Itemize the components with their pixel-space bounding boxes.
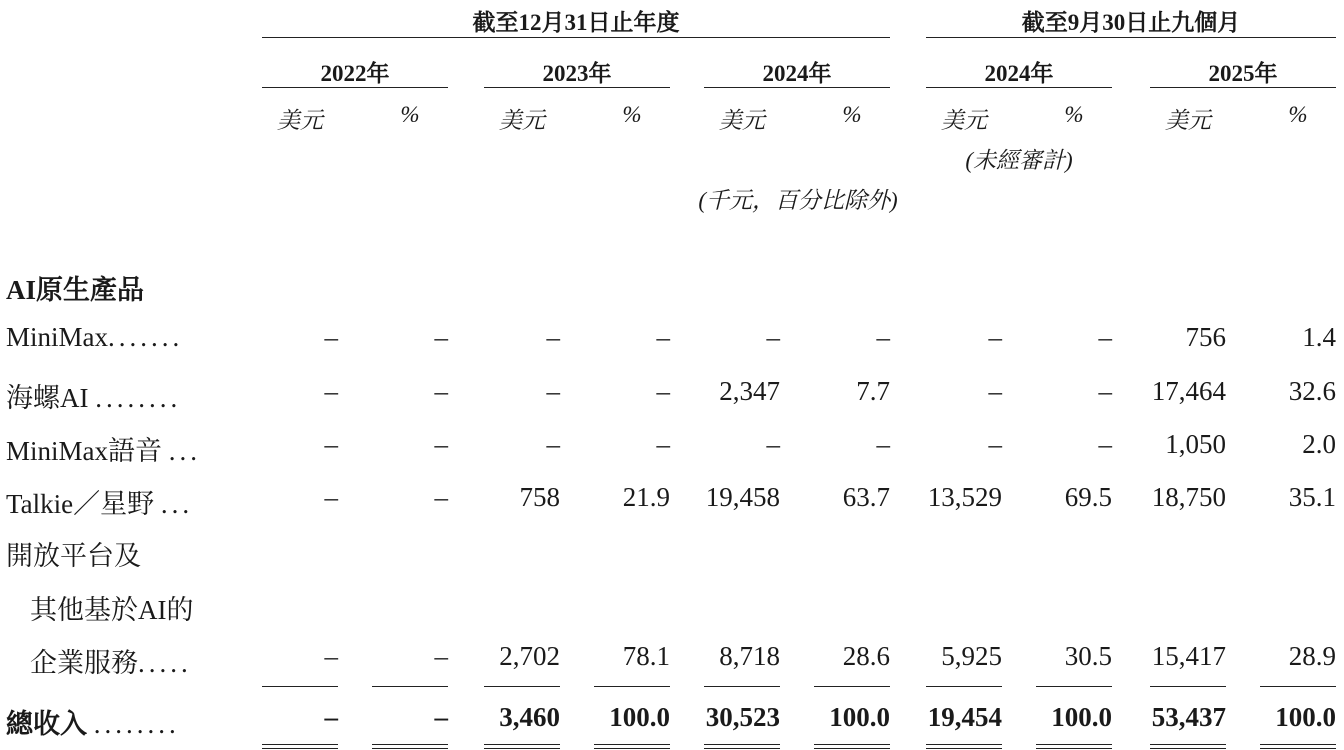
cell-minimax-speech-6: – xyxy=(988,429,1002,459)
cell-total-revenue-3: 100.0 xyxy=(609,702,670,732)
year-header: 2024年 xyxy=(762,61,832,86)
subtotal-rule xyxy=(704,686,780,687)
total-rule xyxy=(594,744,670,745)
unit-pct: % xyxy=(842,102,862,127)
total-rule xyxy=(262,744,338,745)
cell-minimax-speech-4: – xyxy=(766,429,780,459)
subtotal-rule xyxy=(594,686,670,687)
subtotal-rule xyxy=(1260,686,1336,687)
subtotal-rule xyxy=(814,686,890,687)
cell-total-revenue-7: 100.0 xyxy=(1051,702,1112,732)
cell-enterprise-services-2: 2,702 xyxy=(499,641,560,671)
row-label-minimax-speech: MiniMax語音 ... xyxy=(6,436,202,466)
cell-talkie-9: 35.1 xyxy=(1288,482,1336,512)
cell-enterprise-services-3: 78.1 xyxy=(622,641,670,671)
cell-minimax-9: 1.4 xyxy=(1302,322,1336,352)
total-rule xyxy=(704,748,780,749)
cell-hailuo-7: – xyxy=(1098,376,1112,406)
subtotal-rule xyxy=(1150,686,1226,687)
row-label-total-revenue: 總收入 ........ xyxy=(6,709,180,739)
total-rule xyxy=(1260,744,1336,745)
subtotal-rule xyxy=(484,686,560,687)
total-rule xyxy=(814,744,890,745)
cell-enterprise-services-5: 28.6 xyxy=(842,641,890,671)
cell-minimax-8: 756 xyxy=(1185,322,1226,352)
section-platform-line2: 其他基於AI的 xyxy=(30,595,194,625)
row-label-enterprise-services: 企業服務..... xyxy=(30,648,192,678)
cell-hailuo-8: 17,464 xyxy=(1151,376,1226,406)
subtotal-rule xyxy=(372,686,448,687)
total-rule xyxy=(814,748,890,749)
unit-usd: 美元 xyxy=(719,108,765,133)
total-rule xyxy=(594,748,670,749)
cell-total-revenue-1: – xyxy=(434,702,448,732)
header-group-annual: 截至12月31日止年度 xyxy=(472,10,680,35)
cell-enterprise-services-1: – xyxy=(434,641,448,671)
cell-enterprise-services-9: 28.9 xyxy=(1288,641,1336,671)
header-group-nine-months: 截至9月30日止九個月 xyxy=(1021,10,1241,35)
subtotal-rule xyxy=(1036,686,1112,687)
cell-minimax-speech-8: 1,050 xyxy=(1165,429,1226,459)
year-rule xyxy=(704,87,890,88)
cell-talkie-0: – xyxy=(324,482,338,512)
year-header: 2023年 xyxy=(542,61,612,86)
cell-total-revenue-4: 30,523 xyxy=(705,702,780,732)
cell-talkie-2: 758 xyxy=(519,482,560,512)
unit-usd: 美元 xyxy=(1165,108,1211,133)
year-header: 2022年 xyxy=(320,61,390,86)
cell-talkie-8: 18,750 xyxy=(1151,482,1226,512)
cell-enterprise-services-4: 8,718 xyxy=(719,641,780,671)
cell-total-revenue-8: 53,437 xyxy=(1151,702,1226,732)
year-rule xyxy=(1150,87,1336,88)
cell-hailuo-6: – xyxy=(988,376,1002,406)
total-rule xyxy=(1150,744,1226,745)
cell-minimax-1: – xyxy=(434,322,448,352)
cell-hailuo-1: – xyxy=(434,376,448,406)
cell-minimax-4: – xyxy=(766,322,780,352)
total-rule xyxy=(926,744,1002,745)
cell-minimax-speech-2: – xyxy=(546,429,560,459)
total-rule xyxy=(372,748,448,749)
unit-pct: % xyxy=(400,102,420,127)
cell-minimax-speech-0: – xyxy=(324,429,338,459)
row-label-minimax: MiniMax....... xyxy=(6,322,184,352)
cell-minimax-2: – xyxy=(546,322,560,352)
cell-minimax-speech-9: 2.0 xyxy=(1302,429,1336,459)
cell-minimax-speech-3: – xyxy=(656,429,670,459)
unit-usd: 美元 xyxy=(499,108,545,133)
cell-enterprise-services-6: 5,925 xyxy=(941,641,1002,671)
subtotal-rule xyxy=(262,686,338,687)
total-rule xyxy=(1036,744,1112,745)
header-rule xyxy=(926,37,1336,38)
cell-minimax-3: – xyxy=(656,322,670,352)
unaudited-note: (未經審計) xyxy=(965,148,1073,173)
cell-minimax-speech-7: – xyxy=(1098,429,1112,459)
cell-hailuo-0: – xyxy=(324,376,338,406)
cell-hailuo-9: 32.6 xyxy=(1288,376,1336,406)
total-rule xyxy=(926,748,1002,749)
cell-minimax-6: – xyxy=(988,322,1002,352)
year-rule xyxy=(484,87,670,88)
cell-enterprise-services-8: 15,417 xyxy=(1151,641,1226,671)
cell-hailuo-3: – xyxy=(656,376,670,406)
cell-total-revenue-6: 19,454 xyxy=(927,702,1002,732)
cell-minimax-speech-1: – xyxy=(434,429,448,459)
cell-talkie-5: 63.7 xyxy=(842,482,890,512)
total-rule xyxy=(1150,748,1226,749)
unit-usd: 美元 xyxy=(277,108,323,133)
total-rule xyxy=(372,744,448,745)
total-rule xyxy=(1036,748,1112,749)
cell-total-revenue-0: – xyxy=(324,702,338,732)
cell-total-revenue-5: 100.0 xyxy=(829,702,890,732)
unit-pct: % xyxy=(1288,102,1308,127)
total-rule xyxy=(1260,748,1336,749)
cell-enterprise-services-0: – xyxy=(324,641,338,671)
header-rule xyxy=(262,37,890,38)
cell-minimax-5: – xyxy=(876,322,890,352)
subtotal-rule xyxy=(926,686,1002,687)
cell-talkie-1: – xyxy=(434,482,448,512)
unit-pct: % xyxy=(622,102,642,127)
cell-hailuo-2: – xyxy=(546,376,560,406)
cell-enterprise-services-7: 30.5 xyxy=(1064,641,1112,671)
year-header: 2024年 xyxy=(984,61,1054,86)
thousands-note: (千元，百分比除外) xyxy=(698,188,898,213)
unit-pct: % xyxy=(1064,102,1084,127)
total-rule xyxy=(484,748,560,749)
cell-talkie-7: 69.5 xyxy=(1064,482,1112,512)
cell-hailuo-5: 7.7 xyxy=(856,376,890,406)
total-rule xyxy=(704,744,780,745)
cell-talkie-4: 19,458 xyxy=(705,482,780,512)
unit-usd: 美元 xyxy=(941,108,987,133)
year-rule xyxy=(262,87,448,88)
row-label-hailuo: 海螺AI ........ xyxy=(6,383,182,413)
cell-total-revenue-2: 3,460 xyxy=(499,702,560,732)
section-ai-native-products: AI原生產品 xyxy=(6,275,145,305)
year-rule xyxy=(926,87,1112,88)
cell-minimax-0: – xyxy=(324,322,338,352)
cell-hailuo-4: 2,347 xyxy=(719,376,780,406)
cell-talkie-3: 21.9 xyxy=(622,482,670,512)
total-rule xyxy=(484,744,560,745)
cell-talkie-6: 13,529 xyxy=(927,482,1002,512)
cell-minimax-7: – xyxy=(1098,322,1112,352)
row-label-talkie: Talkie／星野 ... xyxy=(6,489,194,519)
cell-minimax-speech-5: – xyxy=(876,429,890,459)
year-header: 2025年 xyxy=(1208,61,1278,86)
total-rule xyxy=(262,748,338,749)
cell-total-revenue-9: 100.0 xyxy=(1275,702,1336,732)
section-platform-line1: 開放平台及 xyxy=(6,541,141,571)
